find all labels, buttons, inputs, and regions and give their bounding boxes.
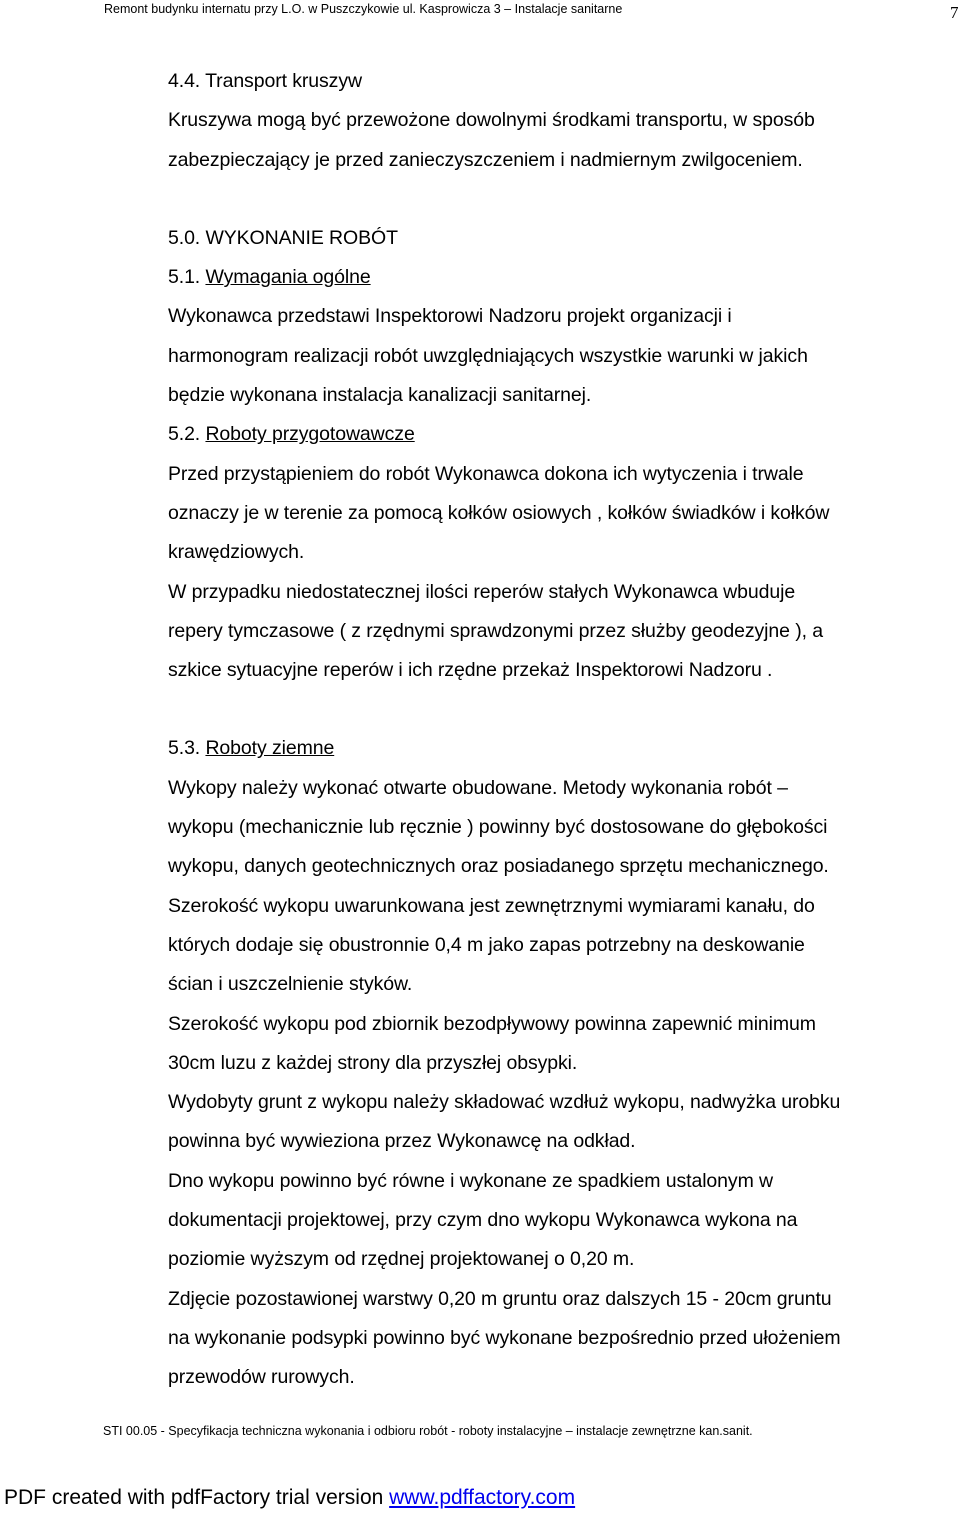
paragraph-line: będzie wykonana instalacja kanalizacji sanitarnej. <box>168 384 592 407</box>
paragraph-line: Szerokość wykopu uwarunkowana jest zewnętrznymi wymiarami kanału, do <box>168 894 815 917</box>
section-5-2-title: Roboty przygotowawcze <box>205 423 415 446</box>
paragraph-line: poziomie wyższym od rzędnej projektowanej o 0,20 m. <box>168 1248 635 1271</box>
paragraph-line: Przed przystąpieniem do robót Wykonawca dokona ich wytyczenia i trwale <box>168 462 804 485</box>
paragraph-line: Szerokość wykopu pod zbiornik bezodpływowy powinna zapewnić minimum <box>168 1012 816 1035</box>
paragraph-line: oznaczy je w terenie za pomocą kołków osiowych , kołków świadków i kołków <box>168 501 830 524</box>
paragraph-line: krawędziowych. <box>168 541 305 564</box>
paragraph-line: zabezpieczający je przed zanieczyszczeniem i nadmiernym zwilgoceniem. <box>168 148 803 171</box>
spacer <box>168 180 960 219</box>
section-number: 5.1. <box>168 266 206 289</box>
section-number: 5.3. <box>168 737 206 760</box>
section-5-3-heading <box>168 729 960 768</box>
page-footer: STI 00.05 - Specyfikacja techniczna wykonania i odbioru robót - roboty instalacyjne – instalacje zewnętrzne kan.sanit. <box>103 1424 753 1438</box>
page-header: Remont budynku internatu przy L.O. w Puszczykowie ul. Kasprowicza 3 – Instalacje sanitarne <box>104 2 623 16</box>
paragraph-line: których dodaje się obustronnie 0,4 m jako zapas potrzebny na deskowanie <box>168 933 805 956</box>
section-number: 5.2. <box>168 423 206 446</box>
pdf-note-text: PDF created with pdfFactory trial version <box>4 1486 390 1509</box>
pdffactory-link[interactable]: www.pdffactory.com <box>389 1486 576 1509</box>
section-4-4-title: 4.4. Transport kruszyw <box>168 70 362 92</box>
paragraph-line: Kruszywa mogą być przewożone dowolnymi środkami transportu, w sposób <box>168 109 815 132</box>
paragraph-line: wykopu, danych geotechnicznych oraz posiadanego sprzętu mechanicznego. <box>168 855 829 878</box>
paragraph-line: powinna być wywieziona przez Wykonawcę na odkład. <box>168 1130 636 1153</box>
paragraph-line: Wydobyty grunt z wykopu należy składować wzdłuż wykopu, nadwyżka urobku <box>168 1091 841 1114</box>
paragraph-line: szkice sytuacyjne reperów i ich rzędne przekaż Inspektorowi Nadzoru . <box>168 659 773 682</box>
paragraph-line: Dno wykopu powinno być równe i wykonane ze spadkiem ustalonym w <box>168 1169 774 1192</box>
document-body <box>168 62 960 1398</box>
paragraph-line: ścian i uszczelnienie styków. <box>168 973 413 996</box>
section-5-0-title: 5.0. WYKONANIE ROBÓT <box>168 226 398 249</box>
page-number: 7 <box>950 3 959 22</box>
paragraph-line: W przypadku niedostatecznej ilości reperów stałych Wykonawca wbuduje <box>168 580 796 603</box>
paragraph-line: przewodów rurowych. <box>168 1366 355 1389</box>
section-5-3-title: Roboty ziemne <box>205 737 335 760</box>
paragraph-line: Wykonawca przedstawi Inspektorowi Nadzoru projekt organizacji i <box>168 305 732 328</box>
paragraph-line: na wykonanie podsypki powinno być wykonane bezpośrednio przed ułożeniem <box>168 1326 841 1349</box>
paragraph-line: Wykopy należy wykonać otwarte obudowane. Metody wykonania robót – <box>168 776 788 799</box>
paragraph-line: harmonogram realizacji robót uwzględniających wszystkie warunki w jakich <box>168 344 808 367</box>
section-5-1-title: Wymagania ogólne <box>205 266 371 289</box>
paragraph-line: repery tymczasowe ( z rzędnymi sprawdzonymi przez służby geodezyjne ), a <box>168 619 823 642</box>
paragraph-line: Zdjęcie pozostawionej warstwy 0,20 m gruntu oraz dalszych 15 - 20cm gruntu <box>168 1287 832 1310</box>
paragraph-line: wykopu (mechanicznie lub ręcznie ) powinny być dostosowane do głębokości <box>168 816 828 839</box>
section-5-2-heading <box>168 415 960 454</box>
paragraph-line: dokumentacji projektowej, przy czym dno wykopu Wykonawca wykona na <box>168 1209 798 1232</box>
pdf-creator-note <box>4 1485 575 1511</box>
paragraph-line: 30cm luzu z każdej strony dla przyszłej obsypki. <box>168 1051 578 1074</box>
spacer <box>168 690 960 729</box>
section-5-1-heading <box>168 258 960 297</box>
